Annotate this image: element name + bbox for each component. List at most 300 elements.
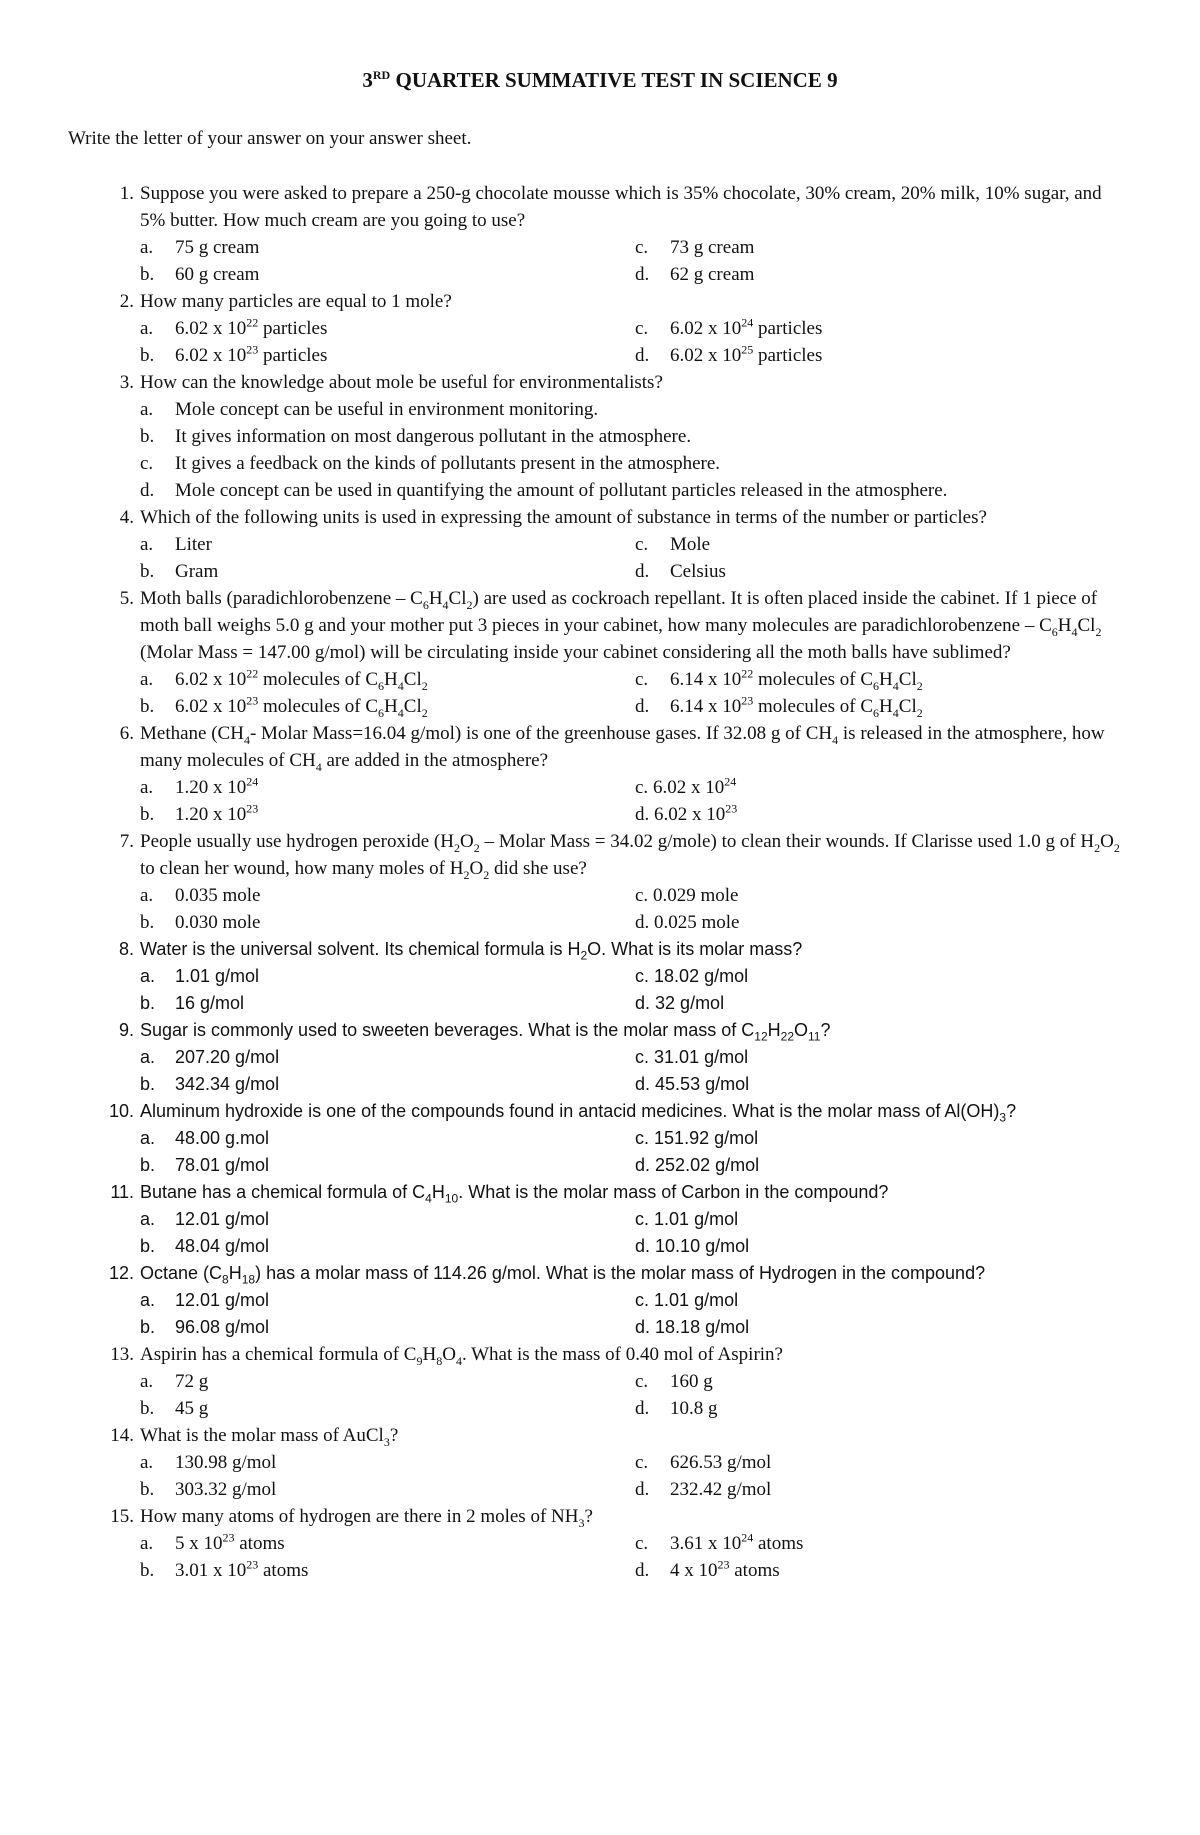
option-letter: a. xyxy=(140,1047,156,1067)
option-letter: b. xyxy=(140,1479,155,1500)
text-part: Water is the universal solvent. Its chemical formula is H xyxy=(140,939,581,959)
option-a[interactable] xyxy=(140,1368,208,1395)
option-c[interactable] xyxy=(635,234,754,261)
option-letter: b. xyxy=(140,1236,156,1256)
option-letter: c. xyxy=(635,237,649,258)
option-d[interactable] xyxy=(635,1071,749,1098)
option-base: 1.20 x 10 xyxy=(175,777,247,798)
subscript: 18 xyxy=(241,1272,256,1287)
text-part: – Molar Mass = 34.02 g/mole) to clean their wounds. If Clarisse used 1.0 g of H xyxy=(479,831,1095,852)
question-10 xyxy=(0,1098,1200,1179)
option-text: 62 g cream xyxy=(670,264,755,285)
title-text: QUARTER SUMMATIVE TEST IN SCIENCE 9 xyxy=(390,68,838,92)
option-text: 75 g cream xyxy=(175,237,260,258)
option-a[interactable] xyxy=(140,1449,276,1476)
option-letter: b. xyxy=(140,1560,155,1581)
option-text: 32 g/mol xyxy=(655,993,725,1013)
option-b[interactable] xyxy=(140,261,259,288)
option-letter: a. xyxy=(140,1371,154,1392)
option-c[interactable] xyxy=(635,1287,738,1314)
question-text xyxy=(140,1503,1130,1530)
option-base: 6.02 x 10 xyxy=(670,318,742,339)
option-base: 3.01 x 10 xyxy=(175,1560,247,1581)
option-letter: c. xyxy=(635,1371,649,1392)
question-9 xyxy=(0,1017,1200,1098)
option-b[interactable] xyxy=(140,1152,269,1179)
question-4 xyxy=(0,504,1200,585)
text-part: ? xyxy=(584,1506,593,1527)
option-text: It gives information on most dangerous pollutant in the atmosphere. xyxy=(175,426,692,447)
option-letter: a. xyxy=(140,1209,156,1229)
option-text: 252.02 g/mol xyxy=(655,1155,760,1175)
option-a[interactable] xyxy=(140,396,1130,423)
subscript: 2 xyxy=(483,867,490,882)
subscript: 2 xyxy=(453,840,460,855)
option-d[interactable] xyxy=(635,801,737,828)
question-1 xyxy=(0,180,1200,288)
text-part: O xyxy=(442,1344,456,1365)
option-text: 96.08 g/mol xyxy=(175,1317,270,1337)
option-letter: a. xyxy=(140,669,154,690)
option-a[interactable] xyxy=(140,531,212,558)
option-letter: b. xyxy=(140,993,156,1013)
option-exponent: 24 xyxy=(246,774,259,789)
option-letter: d. xyxy=(635,264,650,285)
option-a[interactable] xyxy=(140,1287,269,1314)
option-letter: d. xyxy=(635,912,650,933)
question-number: 15. xyxy=(110,1506,134,1527)
option-text: 207.20 g/mol xyxy=(175,1047,280,1067)
question-12 xyxy=(0,1260,1200,1341)
option-base: 6.02 x 10 xyxy=(654,804,726,825)
option-c[interactable] xyxy=(635,963,748,990)
question-text: Suppose you were asked to prepare a 250-g chocolate mousse which is 35% chocolate, 30% cream, 20% milk, 10% sugar, and 5% butter. How much cream are you going to use? xyxy=(140,183,1102,231)
option-a[interactable] xyxy=(140,882,261,909)
question-text xyxy=(140,1422,1130,1449)
options xyxy=(0,1044,1200,1098)
text-part: . What is the molar mass of Carbon in the compound? xyxy=(458,1182,889,1202)
option-a[interactable] xyxy=(140,774,258,801)
text-part: Cl xyxy=(1077,615,1096,636)
option-d[interactable] xyxy=(635,1233,749,1260)
option-unit: atoms xyxy=(234,1533,285,1554)
option-a[interactable] xyxy=(140,1125,269,1152)
option-exponent: 23 xyxy=(246,1557,259,1572)
question-number: 12. xyxy=(108,1263,134,1283)
subscript: 6 xyxy=(873,705,880,720)
text-part: Sugar is commonly used to sweeten beverages. What is the molar mass of C xyxy=(140,1020,755,1040)
option-unit: molecules of C xyxy=(753,696,874,717)
option-text: 10.8 g xyxy=(670,1398,718,1419)
option-letter: b. xyxy=(140,912,155,933)
subscript: 4 xyxy=(442,597,449,612)
option-b[interactable] xyxy=(140,1476,276,1503)
option-text: Mole concept can be useful in environment monitoring. xyxy=(175,399,599,420)
question-text xyxy=(140,1179,1130,1206)
option-text: 342.34 g/mol xyxy=(175,1074,280,1094)
option-unit: atoms xyxy=(753,1533,804,1554)
option-b[interactable] xyxy=(140,990,244,1017)
option-letter: a. xyxy=(140,966,156,986)
text-part: ) are used as cockroach repellant. It is often placed inside the cabinet. If 1 piece of moth ball weighs 5.0 g and your mother put 3 pieces in your cabinet, how many molecules are paradichlorobenzene – C xyxy=(140,588,1098,636)
option-letter: b. xyxy=(140,1317,156,1337)
options xyxy=(0,1287,1200,1341)
text-part: H xyxy=(228,1263,242,1283)
option-letter: a. xyxy=(140,399,154,420)
question-number: 4. xyxy=(119,507,134,528)
option-b[interactable] xyxy=(140,801,258,828)
option-text: 1.01 g/mol xyxy=(654,1209,739,1229)
text-part: How many atoms of hydrogen are there in 2 moles of NH xyxy=(140,1506,579,1527)
option-text: 45 g xyxy=(175,1398,209,1419)
text-part: H xyxy=(384,696,398,717)
subscript: 11 xyxy=(808,1029,821,1044)
option-letter: c. xyxy=(635,885,649,906)
option-text: 232.42 g/mol xyxy=(670,1479,772,1500)
option-text: 0.030 mole xyxy=(175,912,261,933)
option-b[interactable] xyxy=(140,1395,208,1422)
option-letter: b. xyxy=(140,345,155,366)
option-letter: c. xyxy=(635,534,649,555)
option-c[interactable] xyxy=(635,1530,803,1557)
option-c[interactable] xyxy=(635,1206,738,1233)
option-letter: c. xyxy=(635,777,649,798)
option-b[interactable] xyxy=(140,909,261,936)
option-c[interactable] xyxy=(140,450,1130,477)
option-base: 6.02 x 10 xyxy=(175,318,247,339)
option-c[interactable] xyxy=(635,1368,713,1395)
option-exponent: 23 xyxy=(222,1530,235,1545)
option-letter: d. xyxy=(140,480,155,501)
question-2 xyxy=(0,288,1200,369)
option-base: 6.02 x 10 xyxy=(175,669,247,690)
text-part: H xyxy=(879,696,893,717)
option-letter: d. xyxy=(635,561,650,582)
option-exponent: 23 xyxy=(717,1557,730,1572)
option-letter: a. xyxy=(140,1128,156,1148)
subscript: 6 xyxy=(378,678,385,693)
text-part: Cl xyxy=(898,696,917,717)
subscript: 4 xyxy=(397,678,404,693)
text-part: to clean her wound, how many moles of H xyxy=(140,858,464,879)
option-letter: d. xyxy=(635,1317,651,1337)
option-exponent: 23 xyxy=(741,693,754,708)
options xyxy=(0,1449,1200,1503)
question-number: 1. xyxy=(119,183,134,204)
option-letter: c. xyxy=(140,453,154,474)
text-part: Cl xyxy=(448,588,467,609)
subscript: 2 xyxy=(916,678,923,693)
option-letter: b. xyxy=(140,696,155,717)
subscript: 4 xyxy=(243,732,250,747)
text-part: (Molar Mass = 147.00 g/mol) will be circulating inside your cabinet considering all the moth balls have sublimed? xyxy=(140,642,1011,663)
question-text: How many particles are equal to 1 mole? xyxy=(140,291,452,312)
option-letter: a. xyxy=(140,1533,154,1554)
option-c[interactable] xyxy=(635,315,822,342)
question-number: 6. xyxy=(119,723,134,744)
option-b[interactable] xyxy=(140,342,327,369)
option-letter: d. xyxy=(635,696,650,717)
option-base: 6.02 x 10 xyxy=(670,345,742,366)
question-text xyxy=(140,1260,1130,1287)
option-letter: c. xyxy=(635,1452,649,1473)
option-b[interactable] xyxy=(140,1557,308,1584)
option-exponent: 23 xyxy=(246,342,259,357)
subscript: 12 xyxy=(754,1029,768,1044)
option-a[interactable] xyxy=(140,1044,279,1071)
option-letter: a. xyxy=(140,318,154,339)
options xyxy=(0,666,1200,720)
title-ordinal-suffix: RD xyxy=(372,68,391,82)
options xyxy=(0,774,1200,828)
options xyxy=(0,234,1200,288)
question-text xyxy=(140,1341,1130,1368)
option-text: 303.32 g/mol xyxy=(175,1479,277,1500)
option-text: 48.00 g.mol xyxy=(175,1128,270,1148)
option-exponent: 22 xyxy=(741,666,754,681)
text-part: O xyxy=(1100,831,1114,852)
subscript: 2 xyxy=(580,948,588,963)
option-d[interactable] xyxy=(635,990,724,1017)
option-text: 16 g/mol xyxy=(175,993,245,1013)
question-text xyxy=(140,1017,1130,1044)
option-letter: b. xyxy=(140,561,155,582)
option-letter: b. xyxy=(140,1398,155,1419)
text-part: ? xyxy=(389,1425,399,1446)
option-b[interactable] xyxy=(140,1071,279,1098)
option-b[interactable] xyxy=(140,558,218,585)
option-letter: b. xyxy=(140,1155,156,1175)
option-letter: a. xyxy=(140,534,154,555)
text-part: Moth balls (paradichlorobenzene – C xyxy=(140,588,423,609)
option-unit: particles xyxy=(258,345,328,366)
subscript: 8 xyxy=(222,1272,229,1287)
option-a[interactable] xyxy=(140,963,259,990)
option-text: Mole concept can be used in quantifying the amount of pollutant particles released in the atmosphere. xyxy=(175,480,948,501)
text-part: are added in the atmosphere? xyxy=(321,750,549,771)
option-text: 130.98 g/mol xyxy=(175,1452,277,1473)
option-text: Celsius xyxy=(670,561,726,582)
option-exponent: 24 xyxy=(724,774,737,789)
option-text: 78.01 g/mol xyxy=(175,1155,270,1175)
option-exponent: 22 xyxy=(246,315,259,330)
option-base: 3.61 x 10 xyxy=(670,1533,742,1554)
option-c[interactable] xyxy=(635,882,738,909)
option-text: 12.01 g/mol xyxy=(175,1209,270,1229)
subscript: 3 xyxy=(578,1515,585,1530)
option-text: 1.01 g/mol xyxy=(654,1290,739,1310)
option-d[interactable] xyxy=(635,558,726,585)
option-base: 6.14 x 10 xyxy=(670,669,742,690)
option-base: 1.20 x 10 xyxy=(175,804,247,825)
question-8 xyxy=(0,936,1200,1017)
option-b[interactable] xyxy=(140,1314,269,1341)
option-text: 45.53 g/mol xyxy=(655,1074,750,1094)
option-text: 1.01 g/mol xyxy=(175,966,260,986)
subscript: 6 xyxy=(422,597,429,612)
option-a[interactable] xyxy=(140,666,428,693)
option-c[interactable] xyxy=(635,1449,771,1476)
options xyxy=(0,1206,1200,1260)
question-text xyxy=(140,828,1130,882)
subscript: 2 xyxy=(421,705,428,720)
option-letter: b. xyxy=(140,804,155,825)
option-letter: a. xyxy=(140,777,154,798)
question-list xyxy=(0,180,1200,1584)
options xyxy=(0,1368,1200,1422)
option-c[interactable] xyxy=(635,1044,748,1071)
question-number: 3. xyxy=(119,372,134,393)
page-title xyxy=(0,68,1200,93)
question-3 xyxy=(0,369,1200,504)
subscript: 4 xyxy=(425,1191,432,1206)
option-unit: particles xyxy=(753,318,823,339)
option-d[interactable] xyxy=(635,1557,780,1584)
subscript: 4 xyxy=(892,678,899,693)
option-a[interactable] xyxy=(140,1530,285,1557)
text-part: ? xyxy=(1006,1101,1017,1121)
options xyxy=(0,963,1200,1017)
option-text: 151.92 g/mol xyxy=(654,1128,759,1148)
subscript: 4 xyxy=(455,1353,462,1368)
question-number: 10. xyxy=(108,1101,134,1121)
option-base: 5 x 10 xyxy=(175,1533,223,1554)
option-d[interactable] xyxy=(635,909,740,936)
option-text: 60 g cream xyxy=(175,264,260,285)
text-part: People usually use hydrogen peroxide (H xyxy=(140,831,454,852)
option-letter: c. xyxy=(635,966,650,986)
text-part: O xyxy=(469,858,484,879)
option-d[interactable] xyxy=(635,1476,771,1503)
text-part: Cl xyxy=(898,669,917,690)
text-part: O xyxy=(794,1020,809,1040)
text-part: H xyxy=(428,588,443,609)
option-exponent: 25 xyxy=(741,342,754,357)
option-a[interactable] xyxy=(140,234,259,261)
option-d[interactable] xyxy=(635,342,822,369)
question-text: How can the knowledge about mole be useful for environmentalists? xyxy=(140,372,663,393)
subscript: 2 xyxy=(466,597,473,612)
option-letter: c. xyxy=(635,669,649,690)
option-unit: molecules of C xyxy=(258,669,379,690)
option-letter: c. xyxy=(635,1209,650,1229)
subscript: 10 xyxy=(444,1191,459,1206)
text-part: O xyxy=(459,831,474,852)
option-exponent: 24 xyxy=(741,315,754,330)
text-part: Aluminum hydroxide is one of the compounds found in antacid medicines. What is the molar mass of Al(OH) xyxy=(140,1101,1000,1121)
option-letter: a. xyxy=(140,1290,156,1310)
option-c[interactable] xyxy=(635,1125,758,1152)
subscript: 4 xyxy=(397,705,404,720)
option-text: 0.035 mole xyxy=(175,885,261,906)
question-13 xyxy=(0,1341,1200,1422)
subscript: 3 xyxy=(383,1434,390,1449)
option-letter: d. xyxy=(635,804,650,825)
question-11 xyxy=(0,1179,1200,1260)
subscript: 4 xyxy=(1071,624,1078,639)
text-part: - Molar Mass=16.04 g/mol) is one of the greenhouse gases. If 32.08 g of CH xyxy=(249,723,833,744)
instructions: Write the letter of your answer on your answer sheet. xyxy=(68,128,472,149)
text-part: Aspirin has a chemical formula of C xyxy=(140,1344,417,1365)
question-number: 9. xyxy=(118,1020,134,1040)
option-text: 0.029 mole xyxy=(652,885,739,906)
text-part: H xyxy=(879,669,893,690)
subscript: 2 xyxy=(421,678,428,693)
option-letter: c. xyxy=(635,1290,650,1310)
question-text xyxy=(140,585,1130,666)
title-ordinal: 3 xyxy=(362,68,373,92)
option-c[interactable] xyxy=(635,774,736,801)
question-15 xyxy=(0,1503,1200,1584)
option-text: 0.025 mole xyxy=(654,912,740,933)
option-unit: molecules of C xyxy=(753,669,874,690)
subscript: 22 xyxy=(780,1029,794,1044)
option-d[interactable] xyxy=(635,1314,749,1341)
text-part: Cl xyxy=(403,696,422,717)
question-number: 8. xyxy=(118,939,134,959)
option-d[interactable] xyxy=(635,693,923,720)
text-part: H xyxy=(767,1020,781,1040)
option-letter: b. xyxy=(140,1074,156,1094)
subscript: 2 xyxy=(473,840,480,855)
option-base: 6.14 x 10 xyxy=(670,696,742,717)
option-a[interactable] xyxy=(140,315,327,342)
option-b[interactable] xyxy=(140,1233,269,1260)
option-unit: molecules of C xyxy=(258,696,379,717)
text-part: H xyxy=(1057,615,1072,636)
option-text: 626.53 g/mol xyxy=(670,1452,772,1473)
option-d[interactable] xyxy=(140,477,1130,504)
options xyxy=(0,1530,1200,1584)
question-14 xyxy=(0,1422,1200,1503)
option-b[interactable] xyxy=(140,423,1130,450)
text-part: . What is the mass of 0.40 mol of Aspirin? xyxy=(461,1344,783,1365)
options xyxy=(0,531,1200,585)
option-unit: atoms xyxy=(258,1560,309,1581)
option-d[interactable] xyxy=(635,261,754,288)
option-c[interactable] xyxy=(635,666,923,693)
option-letter: b. xyxy=(140,426,155,447)
subscript: 9 xyxy=(416,1353,423,1368)
question-number: 11. xyxy=(110,1182,134,1202)
option-letter: a. xyxy=(140,237,154,258)
option-base: 4 x 10 xyxy=(670,1560,718,1581)
text-part: Octane (C xyxy=(140,1263,223,1283)
subscript: 4 xyxy=(892,705,899,720)
options xyxy=(0,315,1200,369)
option-letter: d. xyxy=(635,1236,651,1256)
option-text: 48.04 g/mol xyxy=(175,1236,270,1256)
option-text: 72 g xyxy=(175,1371,209,1392)
option-d[interactable] xyxy=(635,1395,718,1422)
question-number: 5. xyxy=(119,588,134,609)
question-text xyxy=(140,936,1130,963)
option-letter: c. xyxy=(635,1533,649,1554)
option-d[interactable] xyxy=(635,1152,759,1179)
option-b[interactable] xyxy=(140,693,428,720)
text-part: H xyxy=(384,669,398,690)
option-letter: d. xyxy=(635,1479,650,1500)
subscript: 4 xyxy=(832,732,839,747)
option-a[interactable] xyxy=(140,1206,269,1233)
option-c[interactable] xyxy=(635,531,710,558)
option-exponent: 24 xyxy=(741,1530,754,1545)
text-part: is released in the atmosphere, how many molecules of CH xyxy=(140,723,1105,771)
option-letter: a. xyxy=(140,885,154,906)
question-5 xyxy=(0,585,1200,720)
text-part: ) has a molar mass of 114.26 g/mol. What is the molar mass of Hydrogen in the compound? xyxy=(255,1263,986,1283)
option-text: Gram xyxy=(175,561,219,582)
